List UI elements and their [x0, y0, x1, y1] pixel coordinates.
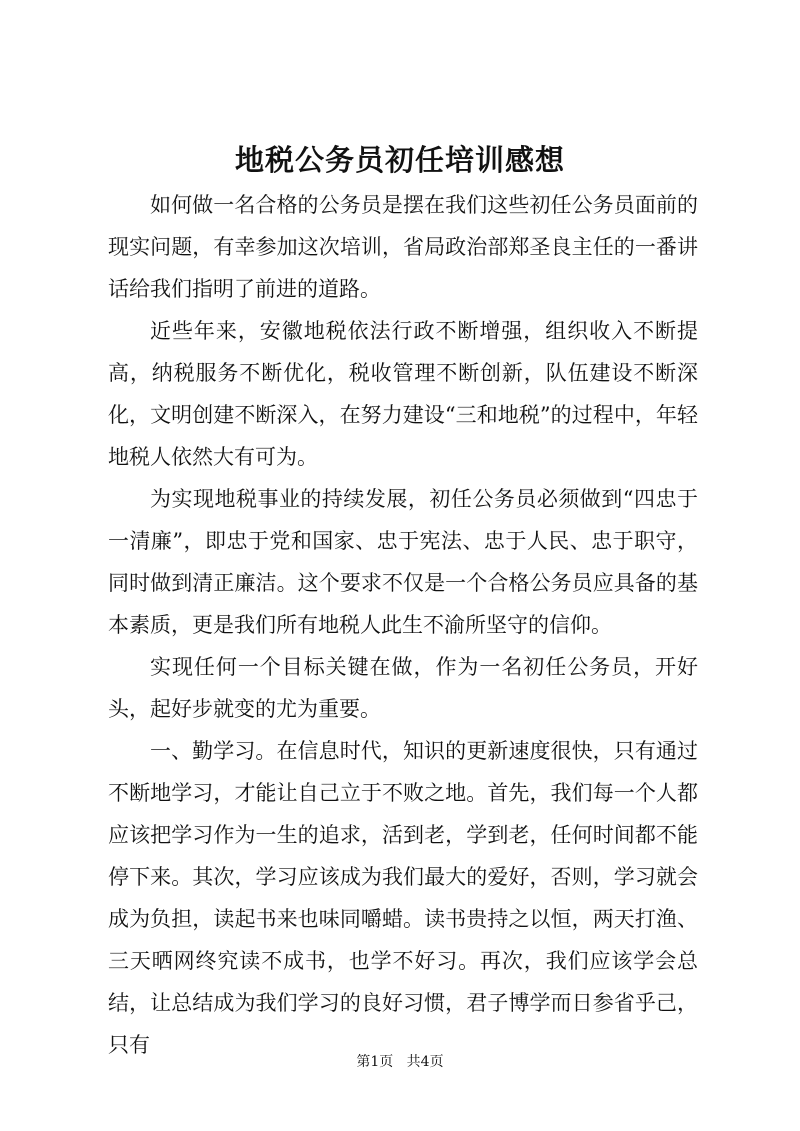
page-title: 地税公务员初任培训感想 [234, 143, 565, 177]
paragraph-intro: 如何做一名合格的公务员是摆在我们这些初任公务员面前的现实问题，有幸参加这次培训，省局政治部郑圣良主任的一番讲话给我们指明了前进的道路。 [108, 193, 698, 301]
paragraph-requirements: 为实现地税事业的持续发展，初任公务员必须做到“四忠于一清廉”，即忠于党和国家、忠于宪法、忠于人民、忠于职守，同时做到清正廉洁。这个要求不仅是一个合格公务员应具备的基本素质，更是我们所有地税人此生不渝所坚守的信仰。 [108, 487, 698, 637]
paragraph-goal: 实现任何一个目标关键在做，作为一名初任公务员，开好头，起好步就变的尤为重要。 [108, 655, 698, 721]
document-body [108, 184, 698, 1066]
paragraph-study: 一、勤学习。在信息时代，知识的更新速度很快，只有通过不断地学习，才能让自己立于不败之地。首先，我们每一个人都应该把学习作为一生的追求，活到老，学到老，任何时间都不能停下来。其次，学习应该成为我们最大的爱好，否则，学习就会成为负担，读起书来也味同嚼蜡。读书贵持之以恒，两天打渔、三天晒网终究读不成书，也学不好习。再次，我们应该学会总结，让总结成为我们学习的良好习惯，君子博学而日参省乎己，只有 [108, 739, 698, 1057]
page-total: 共4页 [406, 1054, 444, 1070]
page-footer [0, 1052, 800, 1072]
paragraph-background: 近些年来，安徽地税依法行政不断增强，组织收入不断提高，纳税服务不断优化，税收管理不断创新，队伍建设不断深化，文明创建不断深入，在努力建设“三和地税”的过程中，年轻地税人依然大有可为。 [108, 319, 698, 469]
page-number: 第1页 [356, 1054, 394, 1070]
